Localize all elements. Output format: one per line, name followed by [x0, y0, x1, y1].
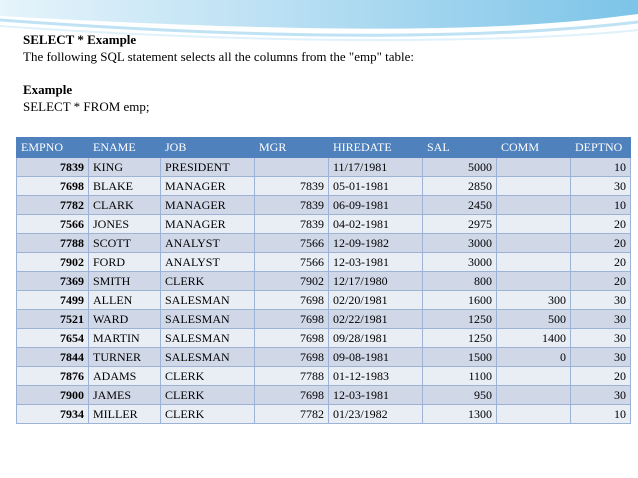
- cell-job: SALESMAN: [161, 291, 255, 310]
- cell-mgr: [255, 158, 329, 177]
- cell-comm: [497, 215, 571, 234]
- table-row: [17, 234, 631, 253]
- cell-mgr: 7788: [255, 367, 329, 386]
- cell-mgr: 7698: [255, 329, 329, 348]
- table-row: [17, 329, 631, 348]
- cell-job: MANAGER: [161, 196, 255, 215]
- table-row: [17, 177, 631, 196]
- cell-sal: 1250: [423, 329, 497, 348]
- cell-mgr: 7782: [255, 405, 329, 424]
- example-label: Example: [23, 82, 73, 97]
- cell-job: CLERK: [161, 367, 255, 386]
- cell-ename: ALLEN: [89, 291, 161, 310]
- cell-mgr: 7839: [255, 215, 329, 234]
- cell-hiredate: 02/20/1981: [329, 291, 423, 310]
- table-header-row: [17, 138, 631, 158]
- cell-job: CLERK: [161, 405, 255, 424]
- cell-mgr: 7698: [255, 348, 329, 367]
- table-row: [17, 215, 631, 234]
- cell-deptno: 20: [571, 215, 631, 234]
- cell-hiredate: 01/23/1982: [329, 405, 423, 424]
- cell-sal: 5000: [423, 158, 497, 177]
- table-body: [17, 158, 631, 424]
- cell-sal: 1600: [423, 291, 497, 310]
- cell-mgr: 7698: [255, 386, 329, 405]
- cell-deptno: 30: [571, 348, 631, 367]
- cell-ename: SCOTT: [89, 234, 161, 253]
- cell-comm: 1400: [497, 329, 571, 348]
- cell-job: CLERK: [161, 386, 255, 405]
- column-header-job: JOB: [161, 138, 255, 158]
- cell-comm: [497, 367, 571, 386]
- table-row: [17, 272, 631, 291]
- cell-comm: [497, 386, 571, 405]
- cell-hiredate: 01-12-1983: [329, 367, 423, 386]
- cell-sal: 1100: [423, 367, 497, 386]
- cell-mgr: 7839: [255, 177, 329, 196]
- example-sql: SELECT * FROM emp;: [23, 99, 150, 114]
- cell-hiredate: 09/28/1981: [329, 329, 423, 348]
- cell-mgr: 7839: [255, 196, 329, 215]
- cell-mgr: 7698: [255, 291, 329, 310]
- cell-sal: 1250: [423, 310, 497, 329]
- cell-mgr: 7566: [255, 234, 329, 253]
- cell-ename: FORD: [89, 253, 161, 272]
- table-row: [17, 253, 631, 272]
- cell-hiredate: 06-09-1981: [329, 196, 423, 215]
- cell-hiredate: 02/22/1981: [329, 310, 423, 329]
- cell-ename: KING: [89, 158, 161, 177]
- cell-job: SALESMAN: [161, 329, 255, 348]
- cell-empno: 7839: [17, 158, 89, 177]
- table-row: [17, 196, 631, 215]
- cell-empno: 7934: [17, 405, 89, 424]
- table-row: [17, 405, 631, 424]
- column-header-mgr: MGR: [255, 138, 329, 158]
- cell-ename: MILLER: [89, 405, 161, 424]
- cell-hiredate: 09-08-1981: [329, 348, 423, 367]
- cell-deptno: 20: [571, 272, 631, 291]
- cell-deptno: 30: [571, 291, 631, 310]
- cell-deptno: 10: [571, 405, 631, 424]
- cell-job: MANAGER: [161, 215, 255, 234]
- cell-ename: JAMES: [89, 386, 161, 405]
- cell-job: MANAGER: [161, 177, 255, 196]
- cell-job: ANALYST: [161, 234, 255, 253]
- slide-description: The following SQL statement selects all the columns from the "emp" table:: [23, 49, 415, 64]
- cell-empno: 7566: [17, 215, 89, 234]
- table-row: [17, 310, 631, 329]
- table-row: [17, 348, 631, 367]
- cell-sal: 3000: [423, 234, 497, 253]
- cell-hiredate: 04-02-1981: [329, 215, 423, 234]
- cell-ename: BLAKE: [89, 177, 161, 196]
- table-row: [17, 386, 631, 405]
- cell-hiredate: 12-09-1982: [329, 234, 423, 253]
- cell-sal: 2975: [423, 215, 497, 234]
- cell-empno: 7900: [17, 386, 89, 405]
- cell-comm: 500: [497, 310, 571, 329]
- cell-sal: 1500: [423, 348, 497, 367]
- cell-comm: [497, 272, 571, 291]
- cell-sal: 950: [423, 386, 497, 405]
- column-header-comm: COMM: [497, 138, 571, 158]
- cell-empno: 7654: [17, 329, 89, 348]
- cell-deptno: 20: [571, 367, 631, 386]
- cell-job: SALESMAN: [161, 310, 255, 329]
- cell-empno: 7369: [17, 272, 89, 291]
- cell-deptno: 30: [571, 329, 631, 348]
- cell-ename: SMITH: [89, 272, 161, 291]
- cell-ename: CLARK: [89, 196, 161, 215]
- emp-table: [16, 137, 631, 424]
- cell-ename: JONES: [89, 215, 161, 234]
- column-header-hiredate: HIREDATE: [329, 138, 423, 158]
- cell-job: SALESMAN: [161, 348, 255, 367]
- column-header-deptno: DEPTNO: [571, 138, 631, 158]
- cell-empno: 7782: [17, 196, 89, 215]
- table-row: [17, 291, 631, 310]
- cell-empno: 7521: [17, 310, 89, 329]
- cell-hiredate: 12-03-1981: [329, 253, 423, 272]
- cell-empno: 7499: [17, 291, 89, 310]
- cell-deptno: 20: [571, 234, 631, 253]
- slide-heading: SELECT * Example: [23, 32, 137, 47]
- cell-job: ANALYST: [161, 253, 255, 272]
- column-header-empno: EMPNO: [17, 138, 89, 158]
- cell-comm: [497, 253, 571, 272]
- cell-ename: MARTIN: [89, 329, 161, 348]
- cell-ename: ADAMS: [89, 367, 161, 386]
- cell-deptno: 30: [571, 310, 631, 329]
- cell-mgr: 7698: [255, 310, 329, 329]
- cell-comm: [497, 158, 571, 177]
- cell-empno: 7844: [17, 348, 89, 367]
- cell-mgr: 7566: [255, 253, 329, 272]
- cell-job: PRESIDENT: [161, 158, 255, 177]
- cell-hiredate: 12-03-1981: [329, 386, 423, 405]
- cell-comm: [497, 177, 571, 196]
- cell-hiredate: 11/17/1981: [329, 158, 423, 177]
- cell-sal: 2450: [423, 196, 497, 215]
- cell-comm: [497, 196, 571, 215]
- column-header-sal: SAL: [423, 138, 497, 158]
- cell-sal: 3000: [423, 253, 497, 272]
- cell-hiredate: 05-01-1981: [329, 177, 423, 196]
- cell-empno: 7698: [17, 177, 89, 196]
- cell-ename: TURNER: [89, 348, 161, 367]
- cell-job: CLERK: [161, 272, 255, 291]
- cell-empno: 7902: [17, 253, 89, 272]
- cell-mgr: 7902: [255, 272, 329, 291]
- cell-empno: 7788: [17, 234, 89, 253]
- cell-sal: 1300: [423, 405, 497, 424]
- cell-deptno: 30: [571, 177, 631, 196]
- cell-deptno: 30: [571, 386, 631, 405]
- cell-comm: 300: [497, 291, 571, 310]
- cell-deptno: 10: [571, 158, 631, 177]
- slide-text-block: [23, 31, 414, 115]
- cell-hiredate: 12/17/1980: [329, 272, 423, 291]
- cell-deptno: 10: [571, 196, 631, 215]
- cell-sal: 800: [423, 272, 497, 291]
- table-row: [17, 158, 631, 177]
- table-row: [17, 367, 631, 386]
- column-header-ename: ENAME: [89, 138, 161, 158]
- cell-empno: 7876: [17, 367, 89, 386]
- cell-deptno: 20: [571, 253, 631, 272]
- cell-ename: WARD: [89, 310, 161, 329]
- cell-comm: [497, 234, 571, 253]
- cell-comm: 0: [497, 348, 571, 367]
- cell-sal: 2850: [423, 177, 497, 196]
- cell-comm: [497, 405, 571, 424]
